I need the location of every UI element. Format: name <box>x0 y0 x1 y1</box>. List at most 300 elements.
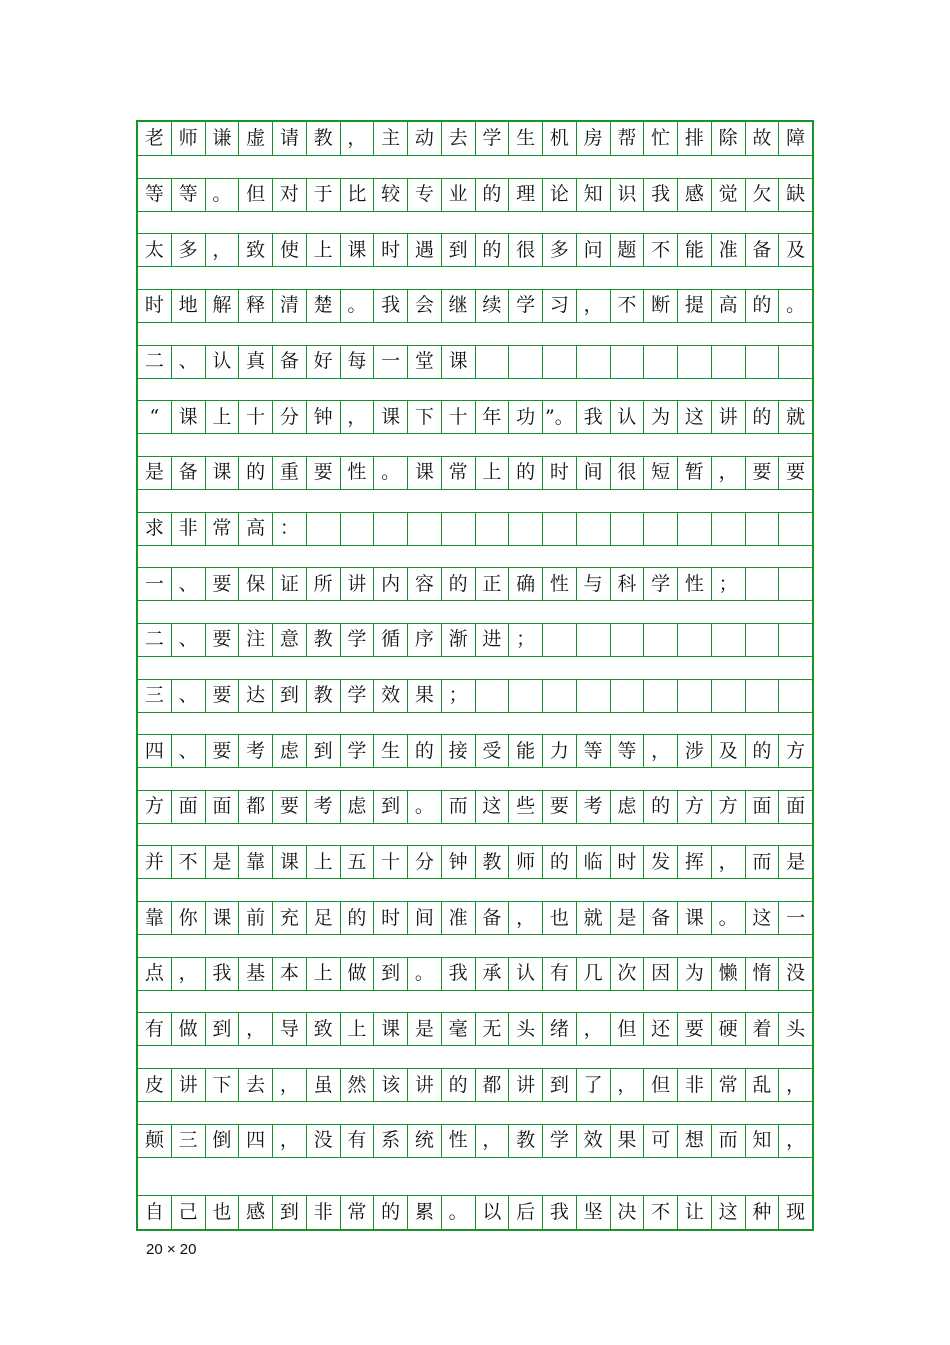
grid-cell: 统 <box>408 1125 442 1157</box>
grid-row <box>138 122 812 156</box>
grid-cell: 倒 <box>206 1125 240 1157</box>
grid-cell: 教 <box>307 624 341 656</box>
grid-cell: 为 <box>644 401 678 433</box>
grid-cell: 为 <box>678 958 712 990</box>
grid-cell: 时 <box>543 457 577 489</box>
grid-cell: 下 <box>408 401 442 433</box>
grid-cell: 故 <box>746 122 780 155</box>
grid-cell: 讲 <box>408 1069 442 1101</box>
grid-cell: 课 <box>341 234 375 266</box>
grid-row <box>138 1068 812 1102</box>
grid-cell: 十 <box>374 846 408 878</box>
grid-cell: 短 <box>644 457 678 489</box>
grid-cell: 而 <box>712 1125 746 1157</box>
grid-cell: 准 <box>442 902 476 934</box>
grid-cell: 头 <box>786 1017 806 1040</box>
grid-cell: ， <box>239 1013 273 1045</box>
grid-cell: 不 <box>611 290 645 322</box>
grid-cell: 这 <box>476 791 510 823</box>
grid-cell: 的 <box>341 902 375 934</box>
grid-size-label: 20 × 20 <box>146 1241 197 1258</box>
grid-cell: 讲 <box>341 568 375 600</box>
grid-cell: 缺 <box>786 183 806 206</box>
grid-cell: 惰 <box>746 958 780 990</box>
grid-cell <box>746 568 780 600</box>
grid-cell: 承 <box>476 958 510 990</box>
grid-cell <box>712 680 746 712</box>
grid-cell: 论 <box>543 179 577 211</box>
grid-cell: 到 <box>374 791 408 823</box>
grid-cell: 做 <box>341 958 375 990</box>
grid-cell: 虑 <box>341 791 375 823</box>
grid-cell: 、 <box>172 568 206 600</box>
grid-cell: 常 <box>341 1196 375 1229</box>
grid-cell: 的 <box>408 735 442 767</box>
grid-cell: ， <box>712 846 746 878</box>
grid-cell: 让 <box>678 1196 712 1229</box>
grid-cell: 有 <box>543 958 577 990</box>
grid-row <box>138 456 812 490</box>
grid-cell: 好 <box>307 346 341 378</box>
grid-cell: 很 <box>611 457 645 489</box>
grid-cell: 、 <box>172 624 206 656</box>
grid-row <box>138 1195 812 1229</box>
grid-cell: 都 <box>239 791 273 823</box>
grid-cell: 的 <box>543 846 577 878</box>
grid-cell: 自 <box>138 1196 172 1229</box>
grid-cell: 足 <box>307 902 341 934</box>
grid-cell: 致 <box>307 1013 341 1045</box>
grid-cell <box>779 346 812 378</box>
grid-cell <box>341 513 375 545</box>
grid-cell: 机 <box>543 122 577 155</box>
grid-cell: 常 <box>712 1069 746 1101</box>
grid-cell: 很 <box>509 234 543 266</box>
grid-cell: 上 <box>307 846 341 878</box>
grid-cell <box>442 513 476 545</box>
grid-cell: 备 <box>644 902 678 934</box>
grid-cell: 学 <box>509 290 543 322</box>
grid-cell: ， <box>644 735 678 767</box>
grid-cell: 因 <box>644 958 678 990</box>
grid-cell: 前 <box>239 902 273 934</box>
grid-cell: 无 <box>476 1013 510 1045</box>
grid-cell: 也 <box>206 1196 240 1229</box>
grid-cell: 知 <box>577 179 611 211</box>
grid-cell: 及 <box>786 238 806 261</box>
grid-cell: 四 <box>239 1125 273 1157</box>
grid-cell: 我 <box>644 179 678 211</box>
grid-cell: 以 <box>476 1196 510 1229</box>
grid-cell <box>543 624 577 656</box>
grid-cell: ， <box>786 1073 806 1096</box>
grid-cell <box>611 513 645 545</box>
grid-cell: 毫 <box>442 1013 476 1045</box>
grid-cell: 乱 <box>746 1069 780 1101</box>
grid-cell: ， <box>577 1013 611 1045</box>
grid-cell: 挥 <box>678 846 712 878</box>
grid-cell: 的 <box>746 735 780 767</box>
grid-row <box>138 345 812 379</box>
grid-cell <box>678 346 712 378</box>
grid-cell: 堂 <box>408 346 442 378</box>
grid-cell: 备 <box>172 457 206 489</box>
grid-cell: 要 <box>206 735 240 767</box>
grid-cell: 教 <box>307 122 341 155</box>
grid-cell: 等 <box>577 735 611 767</box>
grid-cell: 房 <box>577 122 611 155</box>
grid-cell: 教 <box>509 1125 543 1157</box>
grid-cell: 备 <box>476 902 510 934</box>
grid-cell <box>678 513 712 545</box>
grid-cell: 障 <box>786 127 806 149</box>
grid-cell <box>543 680 577 712</box>
grid-cell: 生 <box>374 735 408 767</box>
grid-cell <box>476 346 510 378</box>
grid-cell: 就 <box>786 405 806 428</box>
grid-cell: 师 <box>172 122 206 155</box>
grid-cell: 动 <box>408 122 442 155</box>
manuscript-grid <box>136 120 814 1231</box>
grid-cell: 渐 <box>442 624 476 656</box>
grid-cell: 而 <box>442 791 476 823</box>
grid-cell: 考 <box>307 791 341 823</box>
grid-cell: 科 <box>611 568 645 600</box>
grid-cell: 五 <box>341 846 375 878</box>
grid-row <box>138 734 812 768</box>
grid-cell: 时 <box>611 846 645 878</box>
grid-cell: 头 <box>509 1013 543 1045</box>
grid-cell: 求 <box>138 513 172 545</box>
grid-cell: 然 <box>341 1069 375 1101</box>
grid-cell: 正 <box>476 568 510 600</box>
grid-row <box>138 623 812 657</box>
grid-cell: 四 <box>138 735 172 767</box>
grid-cell: 提 <box>678 290 712 322</box>
grid-cell: 我 <box>206 958 240 990</box>
grid-cell: 常 <box>206 513 240 545</box>
grid-cell: 到 <box>543 1069 577 1101</box>
grid-cell: 课 <box>206 457 240 489</box>
grid-cell: 比 <box>341 179 375 211</box>
grid-cell: 你 <box>172 902 206 934</box>
grid-cell: 课 <box>172 401 206 433</box>
grid-cell: 及 <box>712 735 746 767</box>
grid-cell: 点 <box>138 958 172 990</box>
grid-cell: 较 <box>374 179 408 211</box>
grid-cell: 接 <box>442 735 476 767</box>
grid-cell <box>779 568 812 600</box>
grid-cell: 专 <box>408 179 442 211</box>
grid-cell: 到 <box>273 1196 307 1229</box>
grid-row <box>138 512 812 546</box>
grid-row <box>138 1012 812 1046</box>
grid-cell: 知 <box>746 1125 780 1157</box>
grid-cell: 方 <box>786 739 806 762</box>
grid-cell: 学 <box>341 624 375 656</box>
grid-cell <box>509 680 543 712</box>
grid-cell: 循 <box>374 624 408 656</box>
grid-cell: 除 <box>712 122 746 155</box>
grid-cell: 理 <box>509 179 543 211</box>
grid-row <box>138 233 812 267</box>
grid-cell: 认 <box>509 958 543 990</box>
grid-cell: 做 <box>172 1013 206 1045</box>
grid-cell: 忙 <box>644 122 678 155</box>
grid-cell <box>712 624 746 656</box>
grid-cell: 坚 <box>577 1196 611 1229</box>
grid-cell: 太 <box>138 234 172 266</box>
grid-cell: 不 <box>644 234 678 266</box>
grid-cell: 性 <box>678 568 712 600</box>
grid-cell <box>746 680 780 712</box>
grid-cell: 充 <box>273 902 307 934</box>
grid-cell: 要 <box>307 457 341 489</box>
grid-cell: 是 <box>611 902 645 934</box>
grid-cell: 钟 <box>307 401 341 433</box>
grid-cell: 也 <box>543 902 577 934</box>
grid-cell: ， <box>206 234 240 266</box>
grid-cell: “ <box>138 401 172 433</box>
grid-cell: 。 <box>442 1196 476 1229</box>
grid-cell <box>476 680 510 712</box>
grid-cell: 要 <box>786 461 806 484</box>
grid-cell: 。 <box>341 290 375 322</box>
grid-cell: 虽 <box>307 1069 341 1101</box>
grid-cell: 于 <box>307 179 341 211</box>
grid-row <box>138 901 812 935</box>
grid-cell: 准 <box>712 234 746 266</box>
grid-cell: 讲 <box>712 401 746 433</box>
grid-cell: 教 <box>307 680 341 712</box>
grid-cell: 是 <box>138 457 172 489</box>
grid-cell: 题 <box>611 234 645 266</box>
grid-cell: 基 <box>239 958 273 990</box>
grid-cell: 。 <box>206 179 240 211</box>
grid-cell: 与 <box>577 568 611 600</box>
grid-cell: 。 <box>712 902 746 934</box>
grid-cell: 多 <box>172 234 206 266</box>
grid-cell: 去 <box>442 122 476 155</box>
grid-cell <box>746 513 780 545</box>
grid-cell: 清 <box>273 290 307 322</box>
grid-cell: 决 <box>611 1196 645 1229</box>
grid-cell: 备 <box>273 346 307 378</box>
grid-cell: 到 <box>273 680 307 712</box>
grid-cell: 、 <box>172 680 206 712</box>
grid-cell: 间 <box>408 902 442 934</box>
grid-cell: 我 <box>442 958 476 990</box>
grid-cell: 到 <box>442 234 476 266</box>
grid-cell: 上 <box>307 234 341 266</box>
grid-cell: ， <box>712 457 746 489</box>
grid-cell: 我 <box>543 1196 577 1229</box>
grid-cell: 欠 <box>746 179 780 211</box>
grid-cell: ， <box>509 902 543 934</box>
grid-cell: 上 <box>341 1013 375 1045</box>
grid-cell: 继 <box>442 290 476 322</box>
grid-cell: 这 <box>712 1196 746 1229</box>
grid-cell: 二 <box>138 346 172 378</box>
grid-cell: 课 <box>678 902 712 934</box>
grid-cell: 发 <box>644 846 678 878</box>
grid-cell: 着 <box>746 1013 780 1045</box>
grid-cell: ， <box>577 290 611 322</box>
grid-cell: 非 <box>307 1196 341 1229</box>
grid-cell: ， <box>341 401 375 433</box>
grid-cell: ， <box>611 1069 645 1101</box>
grid-cell: ， <box>476 1125 510 1157</box>
grid-cell: 三 <box>172 1125 206 1157</box>
grid-cell: 钟 <box>442 846 476 878</box>
grid-cell: 面 <box>746 791 780 823</box>
grid-cell: 注 <box>239 624 273 656</box>
grid-cell: ， <box>172 958 206 990</box>
grid-cell: 学 <box>341 680 375 712</box>
grid-cell: 主 <box>374 122 408 155</box>
grid-cell: 几 <box>577 958 611 990</box>
grid-cell: 时 <box>374 234 408 266</box>
grid-cell <box>678 680 712 712</box>
grid-cell <box>408 513 442 545</box>
grid-cell: 重 <box>273 457 307 489</box>
grid-cell: 学 <box>644 568 678 600</box>
grid-cell: 会 <box>408 290 442 322</box>
grid-cell: 还 <box>644 1013 678 1045</box>
grid-cell: 感 <box>239 1196 273 1229</box>
grid-cell: 。 <box>374 457 408 489</box>
grid-cell: 功 <box>509 401 543 433</box>
grid-cell: 要 <box>678 1013 712 1045</box>
grid-cell: 我 <box>577 401 611 433</box>
grid-row <box>138 178 812 212</box>
grid-cell: 老 <box>138 122 172 155</box>
grid-cell: 要 <box>273 791 307 823</box>
grid-cell: 有 <box>341 1125 375 1157</box>
grid-cell: 进 <box>476 624 510 656</box>
grid-cell: 非 <box>678 1069 712 1101</box>
grid-cell: 所 <box>307 568 341 600</box>
grid-cell <box>746 624 780 656</box>
grid-cell: 都 <box>476 1069 510 1101</box>
grid-cell: 楚 <box>307 290 341 322</box>
grid-cell: 虚 <box>239 122 273 155</box>
grid-cell: 这 <box>746 902 780 934</box>
grid-cell: 本 <box>273 958 307 990</box>
grid-cell: 分 <box>273 401 307 433</box>
grid-cell: 讲 <box>172 1069 206 1101</box>
grid-cell: 要 <box>206 568 240 600</box>
grid-cell <box>712 346 746 378</box>
grid-cell: 不 <box>172 846 206 878</box>
grid-cell: 三 <box>138 680 172 712</box>
grid-cell: 要 <box>206 680 240 712</box>
grid-cell: 认 <box>611 401 645 433</box>
grid-cell: 去 <box>239 1069 273 1101</box>
grid-cell: 而 <box>746 846 780 878</box>
grid-cell: 方 <box>712 791 746 823</box>
grid-cell: 的 <box>476 179 510 211</box>
grid-cell: 的 <box>476 234 510 266</box>
grid-cell: 一 <box>374 346 408 378</box>
grid-cell: 面 <box>172 791 206 823</box>
grid-cell: 课 <box>374 401 408 433</box>
grid-cell: 对 <box>273 179 307 211</box>
grid-cell <box>644 624 678 656</box>
grid-cell: 续 <box>476 290 510 322</box>
grid-cell: 现 <box>786 1201 806 1223</box>
grid-cell <box>779 513 812 545</box>
grid-cell <box>543 513 577 545</box>
grid-cell: 虑 <box>273 735 307 767</box>
grid-cell: 皮 <box>138 1069 172 1101</box>
grid-cell: 内 <box>374 568 408 600</box>
grid-cell: 绪 <box>543 1013 577 1045</box>
grid-cell <box>678 624 712 656</box>
grid-cell <box>611 680 645 712</box>
grid-cell: 高 <box>712 290 746 322</box>
grid-row <box>138 790 812 824</box>
grid-row <box>138 679 812 713</box>
grid-cell: 分 <box>408 846 442 878</box>
grid-cell <box>577 624 611 656</box>
grid-cell: 非 <box>172 513 206 545</box>
grid-cell: 到 <box>307 735 341 767</box>
grid-cell: 高 <box>239 513 273 545</box>
grid-cell: 我 <box>374 290 408 322</box>
grid-cell: 。 <box>408 791 442 823</box>
grid-cell: 课 <box>442 346 476 378</box>
grid-cell: 备 <box>746 234 780 266</box>
grid-cell: 能 <box>509 735 543 767</box>
grid-cell: 一 <box>138 568 172 600</box>
grid-cell: 系 <box>374 1125 408 1157</box>
grid-cell: 到 <box>206 1013 240 1045</box>
grid-cell: 课 <box>374 1013 408 1045</box>
grid-cell: 要 <box>206 624 240 656</box>
grid-cell: ， <box>273 1069 307 1101</box>
grid-cell: ； <box>712 568 746 600</box>
grid-cell: 讲 <box>509 1069 543 1101</box>
grid-cell: 等 <box>172 179 206 211</box>
grid-cell: 教 <box>476 846 510 878</box>
grid-cell: 考 <box>577 791 611 823</box>
grid-cell: 不 <box>644 1196 678 1229</box>
grid-cell: 多 <box>543 234 577 266</box>
grid-cell: 要 <box>746 457 780 489</box>
grid-cell: 的 <box>746 401 780 433</box>
grid-cell: 习 <box>543 290 577 322</box>
grid-cell: 师 <box>509 846 543 878</box>
grid-cell: 请 <box>273 122 307 155</box>
grid-cell: 学 <box>543 1125 577 1157</box>
grid-cell: 保 <box>239 568 273 600</box>
grid-cell: 涉 <box>678 735 712 767</box>
grid-cell: ； <box>442 680 476 712</box>
grid-cell: 二 <box>138 624 172 656</box>
grid-cell: 暂 <box>678 457 712 489</box>
grid-cell: 靠 <box>239 846 273 878</box>
grid-cell: 帮 <box>611 122 645 155</box>
grid-cell <box>307 513 341 545</box>
grid-cell: 虑 <box>611 791 645 823</box>
grid-cell: 有 <box>138 1013 172 1045</box>
grid-cell <box>644 680 678 712</box>
grid-cell: 果 <box>408 680 442 712</box>
grid-cell: 十 <box>442 401 476 433</box>
grid-cell: 面 <box>206 791 240 823</box>
grid-cell: 感 <box>678 179 712 211</box>
